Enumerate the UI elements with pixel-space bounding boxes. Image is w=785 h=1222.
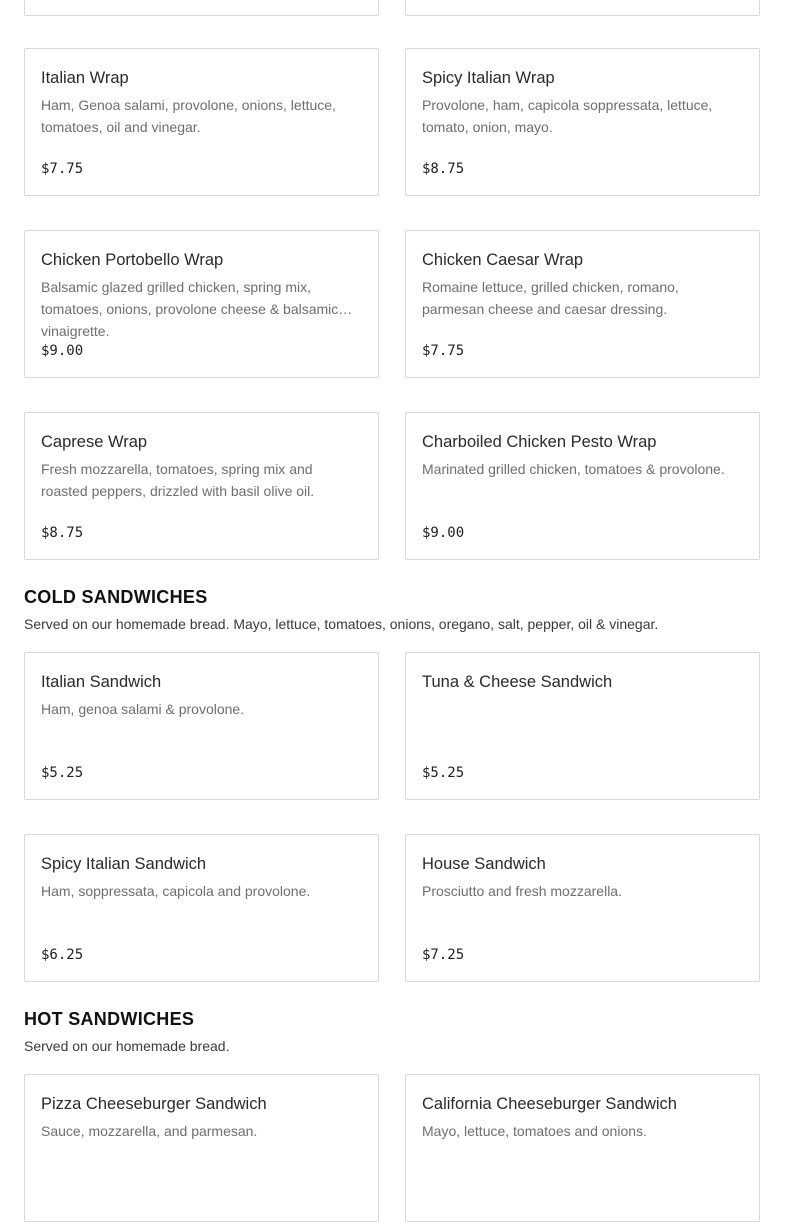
item-name: Chicken Caesar Wrap bbox=[422, 251, 584, 269]
section-subtitle: Served on our homemade bread. Mayo, lettuce, tomatoes, onions, oregano, salt, pepper, oil & vinegar. bbox=[24, 616, 659, 632]
item-description: Balsamic glazed grilled chicken, spring mix, tomatoes, onions, provolone cheese & balsamic vinaigrette. bbox=[41, 279, 339, 339]
menu-item-card[interactable] bbox=[24, 652, 379, 800]
item-name: Chicken Portobello Wrap bbox=[41, 251, 224, 269]
menu-item-card[interactable] bbox=[405, 834, 760, 982]
item-price: $7.75 bbox=[41, 161, 84, 177]
item-name: Italian Wrap bbox=[41, 69, 129, 87]
item-name: California Cheeseburger Sandwich bbox=[422, 1095, 677, 1113]
item-price: $5.25 bbox=[422, 765, 465, 781]
item-name: Caprese Wrap bbox=[41, 433, 148, 451]
item-description: Sauce, mozzarella, and parmesan. bbox=[41, 1123, 258, 1139]
menu-item-card[interactable] bbox=[405, 412, 760, 560]
section-title: COLD SANDWICHES bbox=[24, 587, 208, 607]
section-title: HOT SANDWICHES bbox=[24, 1009, 195, 1029]
item-name: Spicy Italian Sandwich bbox=[41, 855, 207, 873]
item-price: $9.00 bbox=[41, 343, 84, 359]
item-name: Tuna & Cheese Sandwich bbox=[422, 673, 613, 691]
menu-item-card[interactable] bbox=[405, 0, 760, 16]
menu-item-card[interactable] bbox=[405, 48, 760, 196]
menu-item-card[interactable] bbox=[405, 652, 760, 800]
item-description: Prosciutto and fresh mozzarella. bbox=[422, 883, 622, 899]
menu-item-card[interactable] bbox=[405, 1074, 760, 1222]
menu-item-card[interactable] bbox=[24, 48, 379, 196]
item-name: Italian Sandwich bbox=[41, 673, 162, 691]
section-subtitle: Served on our homemade bread. bbox=[24, 1038, 230, 1054]
item-description: Marinated grilled chicken, tomatoes & provolone. bbox=[422, 461, 725, 477]
item-price: $7.25 bbox=[422, 947, 465, 963]
item-description: Mayo, lettuce, tomatoes and onions. bbox=[422, 1123, 647, 1139]
menu-item-card[interactable] bbox=[24, 230, 379, 378]
item-description: Provolone, ham, capicola soppressata, lettuce, tomato, onion, mayo. bbox=[422, 97, 713, 135]
menu-item-card[interactable] bbox=[24, 834, 379, 982]
menu-item-card[interactable] bbox=[24, 1074, 379, 1222]
item-description: Romaine lettuce, grilled chicken, romano, parmesan cheese and caesar dressing. bbox=[422, 279, 679, 317]
item-price: $5.25 bbox=[41, 765, 84, 781]
menu-item-card[interactable] bbox=[24, 412, 379, 560]
item-description bbox=[422, 698, 743, 742]
item-price: $6.25 bbox=[41, 947, 84, 963]
item-description: Ham, genoa salami & provolone. bbox=[41, 701, 245, 717]
item-name: Pizza Cheeseburger Sandwich bbox=[41, 1095, 267, 1113]
menu-item-card[interactable] bbox=[405, 230, 760, 378]
item-price: $9.00 bbox=[422, 525, 465, 541]
menu-item-card[interactable] bbox=[24, 0, 379, 16]
item-description: Ham, soppressata, capicola and provolone. bbox=[41, 883, 311, 899]
item-description: Fresh mozzarella, tomatoes, spring mix and roasted peppers, drizzled with basil olive oil. bbox=[41, 461, 315, 499]
item-name: Charboiled Chicken Pesto Wrap bbox=[422, 433, 657, 451]
item-price: $7.75 bbox=[422, 343, 465, 359]
item-name: House Sandwich bbox=[422, 855, 546, 873]
item-price: $8.75 bbox=[422, 161, 465, 177]
item-price: $8.75 bbox=[41, 525, 84, 541]
item-description: Ham, Genoa salami, provolone, onions, lettuce, tomatoes, oil and vinegar. bbox=[41, 97, 336, 135]
item-name: Spicy Italian Wrap bbox=[422, 69, 555, 87]
